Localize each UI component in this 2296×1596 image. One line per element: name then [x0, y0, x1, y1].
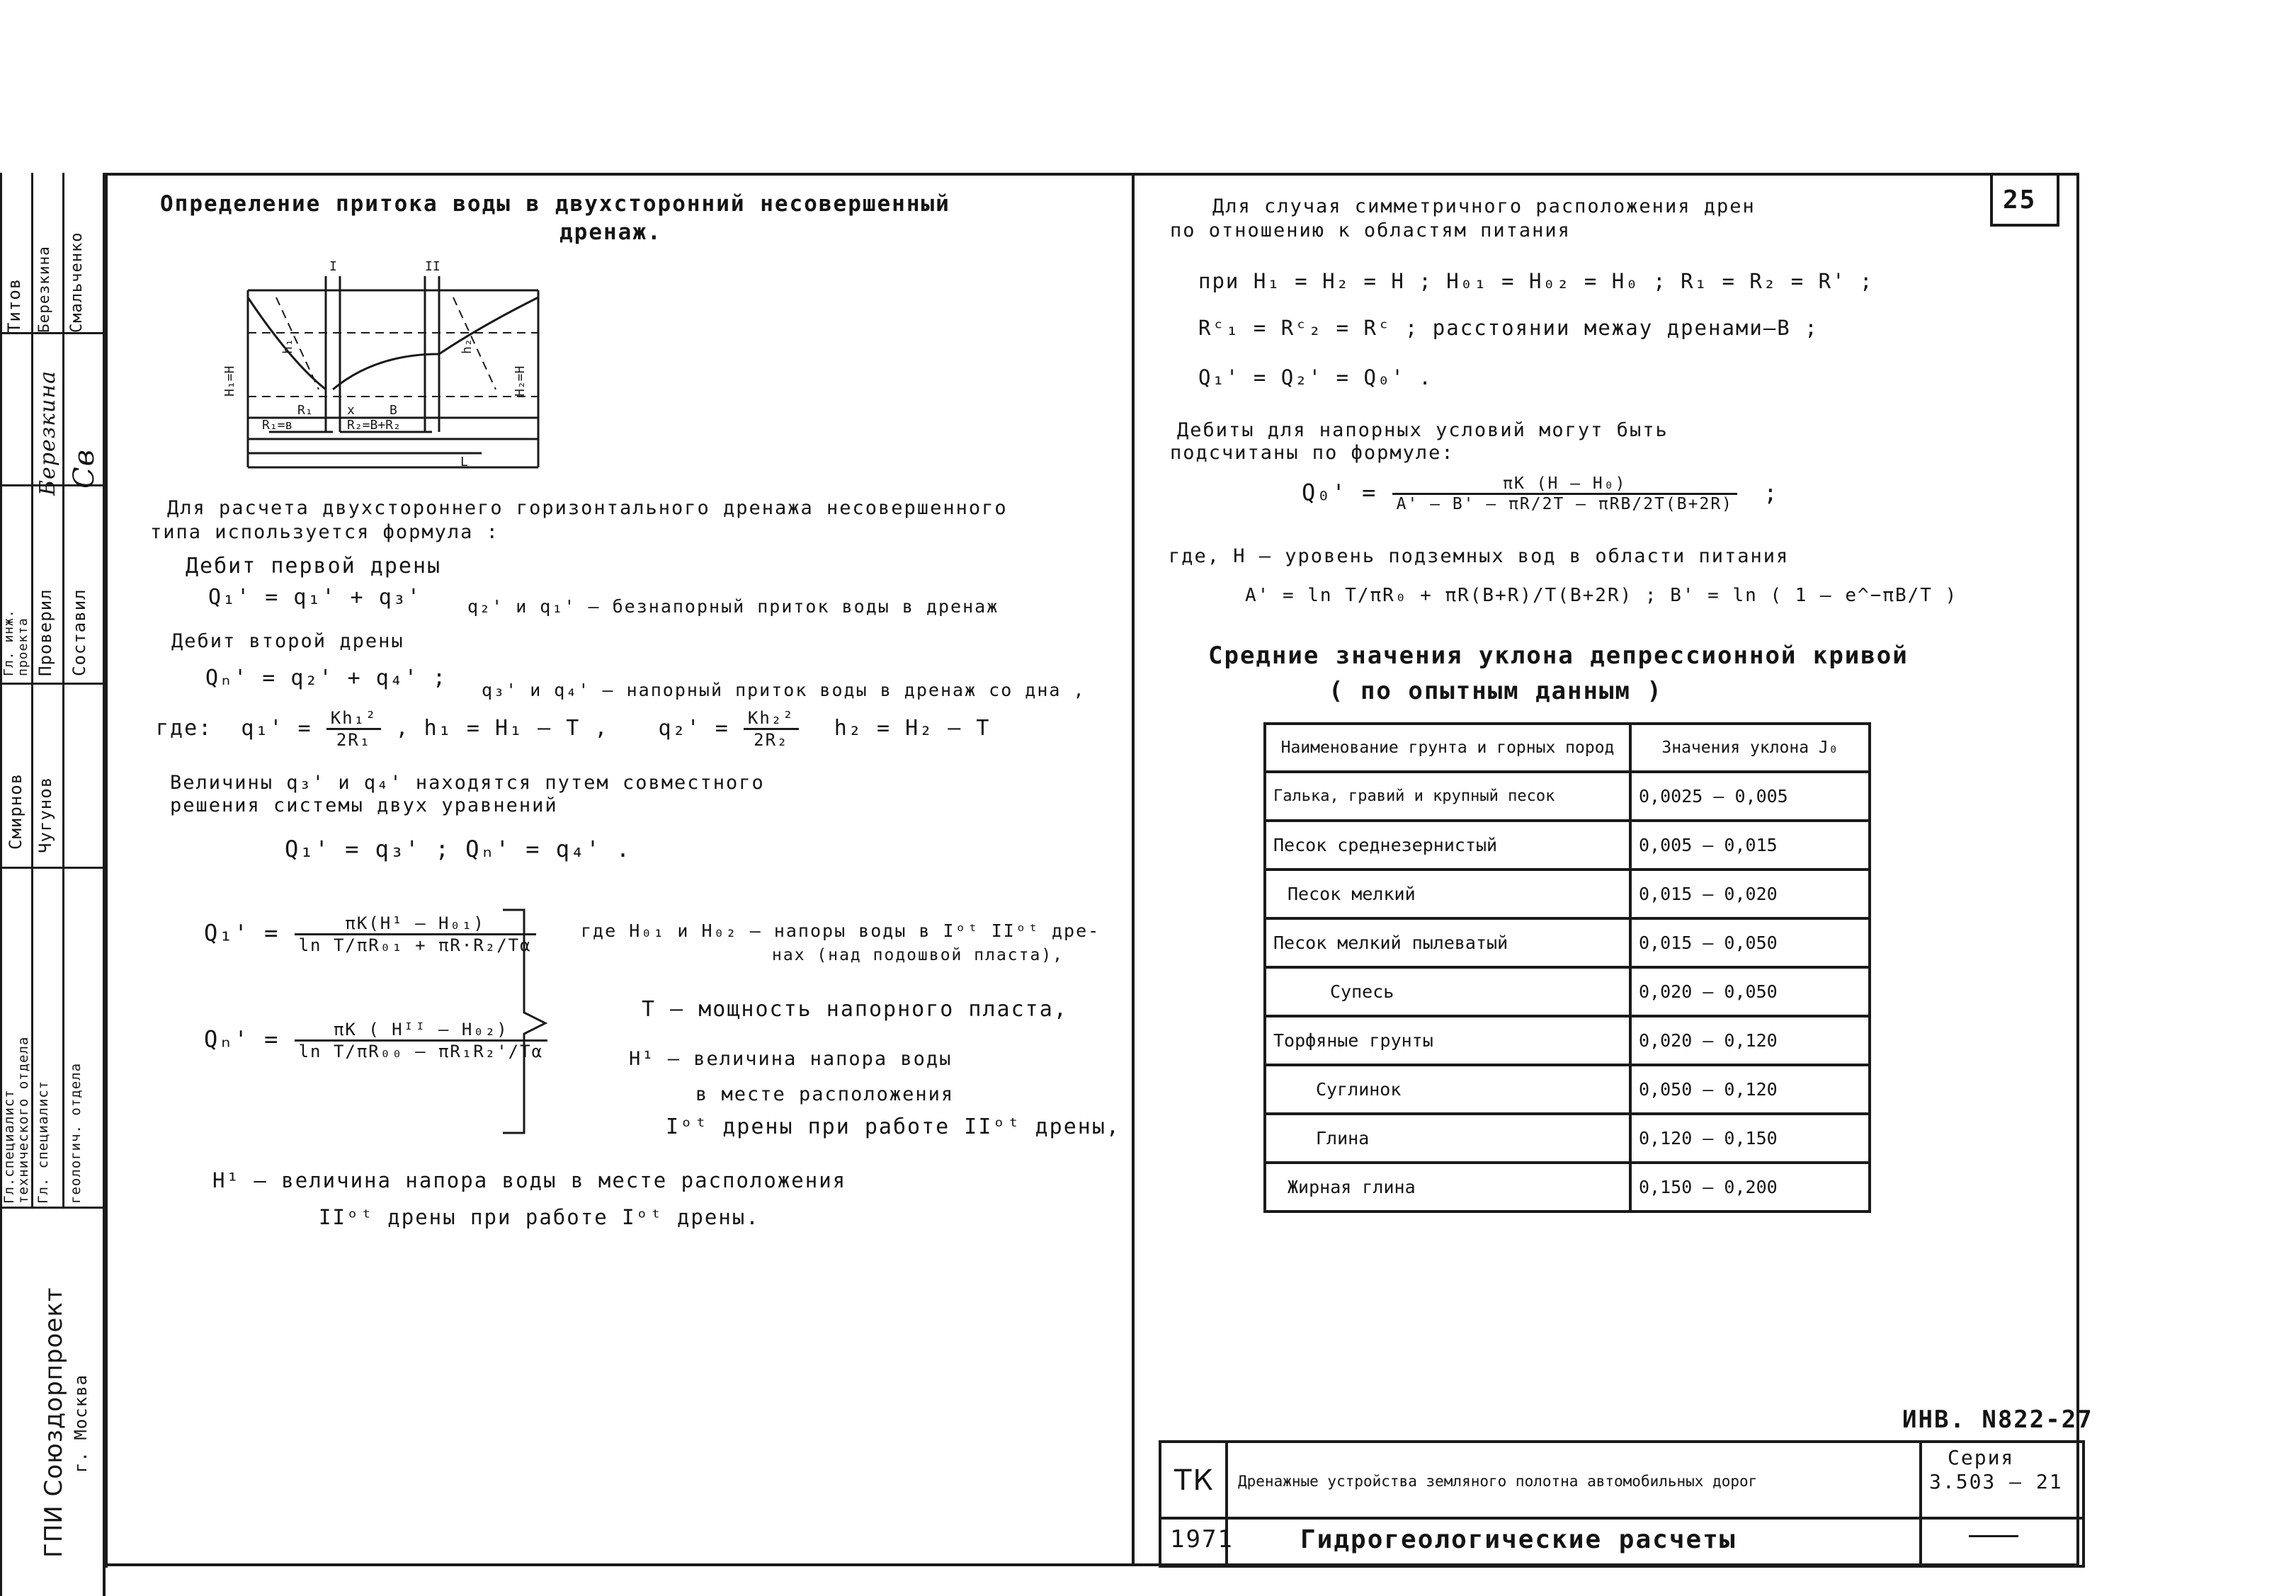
brace-note-1: где H₀₁ и H₀₂ – напоры воды в Iᵒᵗ IIᵒᵗ дре-: [581, 920, 1101, 941]
where-q1-num: Kh₁²: [326, 708, 382, 730]
name-titov: Титов: [4, 278, 24, 333]
brace-note-4: H¹ – величина напора воды: [629, 1048, 953, 1070]
table-cell-slope: 0,050 – 0,120: [1630, 1065, 1870, 1114]
table-cell-soil: Торфяные грунты: [1265, 1016, 1630, 1065]
equation-1: [204, 913, 536, 955]
equation-2-den: ln T/πR₀₀ – πR₁R₂'/Tα: [298, 1042, 544, 1061]
final-line-1: H¹ – величина напора воды в месте расположения: [212, 1168, 847, 1192]
name-smirnov: Смирнов: [6, 773, 25, 850]
table-header-slope: Значения уклона J₀: [1630, 724, 1870, 772]
debit-2-formula: Qₙ' = q₂' + q₄' ;: [205, 666, 448, 690]
role-gip-1: Гл. инж.: [1, 609, 16, 676]
where-q2-den: 2R₂: [754, 730, 789, 750]
table-cell-soil: Жирная глина: [1265, 1163, 1630, 1212]
where-q2-num: Kh₂²: [744, 708, 799, 730]
table-cell-soil: Суглинок: [1265, 1065, 1630, 1114]
brace-note-6: Iᵒᵗ дрены при работе IIᵒᵗ дрены,: [666, 1115, 1120, 1139]
diagram-label-R: R₁=в: [262, 418, 293, 433]
diagram-label-B: B: [390, 403, 397, 418]
role-chief-spec: Гл. специалист: [35, 1080, 51, 1204]
table-title-1: Средние значения уклона депрессионной кривой: [1208, 642, 1909, 670]
org-city: г. Москва: [71, 1374, 91, 1473]
diagram-label-x: x: [347, 403, 355, 418]
table-header-soil: Наименование грунта и горных пород: [1265, 724, 1630, 772]
role-chief-tech-2: технического отдела: [16, 1036, 31, 1204]
table-row: [1265, 870, 1870, 918]
system-equalities: Q₁' = q₃' ; Qₙ' = q₄' .: [285, 836, 632, 862]
name-chugunov: Чугунов: [35, 776, 55, 853]
a-b-definitions: A' = ln T/πR₀ + πR(B+R)/T(B+2R) ; B' = ln ( 1 – e^−πB/T ): [1245, 585, 1958, 606]
symmetric-formula: [1302, 474, 1779, 513]
table-cell-slope: 0,015 – 0,050: [1630, 918, 1870, 967]
signature-1: Березкина: [35, 370, 60, 496]
where-q1-den: 2R₁: [336, 730, 372, 750]
role-check: Проверил: [35, 588, 55, 676]
diagram-label-L: L: [460, 455, 468, 469]
table-cell-slope: 0,005 – 0,015: [1630, 821, 1870, 870]
diagram-label-R2: R₂=B+R₂: [347, 418, 401, 433]
condition-line-3: Q₁' = Q₂' = Q₀' .: [1198, 365, 1433, 389]
table-row: [1265, 821, 1870, 870]
system-brace: [496, 906, 559, 1140]
debit-2-label: Дебит второй дрены: [171, 630, 404, 652]
inventory-number: ИНВ. N822-27: [1902, 1406, 2093, 1434]
stamp-year: 1971: [1170, 1525, 1234, 1554]
center-divider: [1132, 176, 1135, 1563]
where-prefix: где:: [156, 716, 213, 741]
drainage-cross-section-diagram: [222, 255, 552, 474]
symmetric-formula-den: A' – B' – πR/2T – πRB/2T(B+2R): [1396, 495, 1734, 513]
equation-2-num: πK ( Hᴵᴵ – H₀₂): [295, 1020, 547, 1042]
sym-line-2: по отношению к областям питания: [1170, 220, 1571, 241]
equation-1-num: πK(H¹ – H₀₁): [295, 913, 536, 935]
where-q2-fraction: [744, 708, 799, 750]
heading-line-1: Определение притока воды в двухсторонний несовершенный: [160, 191, 950, 217]
table-row: [1265, 967, 1870, 1016]
table-cell-slope: 0,015 – 0,020: [1630, 870, 1870, 918]
name-smalchenko: Смальченко: [68, 232, 86, 333]
sym-line-1: Для случая симметричного расположения дрен: [1212, 195, 1756, 217]
table-row: [1265, 918, 1870, 967]
table-cell-slope: 0,020 – 0,120: [1630, 1016, 1870, 1065]
signature-2: Св: [68, 449, 101, 489]
table-cell-slope: 0,120 – 0,150: [1630, 1114, 1870, 1163]
heading-line-2: дренаж.: [559, 220, 662, 245]
role-made: Составил: [69, 588, 89, 676]
where-h1: , h₁ = H₁ – T ,: [395, 716, 609, 741]
role-gip-b: проекта: [16, 617, 30, 676]
intro-line-1: Для расчета двухстороннего горизонтального дренажа несовершенного: [167, 497, 1008, 519]
where-q2: q₂' =: [658, 716, 729, 741]
table-cell-soil: Песок мелкий: [1265, 870, 1630, 918]
debit-1-label: Дебит первой дрены: [186, 554, 442, 578]
table-cell-slope: 0,020 – 0,050: [1630, 967, 1870, 1016]
table-cell-soil: Супесь: [1265, 967, 1630, 1016]
condition-line-1: при H₁ = H₂ = H ; H₀₁ = H₀₂ = H₀ ; R₁ = R₂ = R' ;: [1198, 269, 1874, 293]
debits-line-2: подсчитаны по формуле:: [1170, 442, 1455, 464]
where-h2: h₂ = H₂ – T: [834, 716, 991, 741]
where-h-line: где, H – уровень подземных вод в области питания: [1169, 545, 1790, 567]
stamp-code: ТК: [1174, 1464, 1215, 1497]
symmetric-formula-num: πK (H – H₀): [1392, 474, 1737, 495]
stamp-title-top: Дренажные устройства земляного полотна автомобильных дорог: [1238, 1473, 1758, 1490]
debits-line-1: Дебиты для напорных условий могут быть: [1177, 419, 1669, 441]
diagram-section-2: II: [425, 259, 441, 274]
stamp-series-label: Серия: [1948, 1446, 2015, 1469]
intro-line-2: типа используется формула :: [150, 521, 499, 543]
where-q1-fraction: [326, 708, 382, 750]
table-cell-slope: 0,0025 – 0,005: [1630, 772, 1870, 821]
stamp-series-value: 3.503 – 21: [1929, 1470, 2063, 1493]
symmetric-formula-lhs: Q₀' =: [1302, 479, 1377, 506]
diagram-section-1: I: [329, 259, 337, 274]
brace-note-2: нах (над подошвой пласта),: [772, 946, 1064, 964]
table-cell-soil: Глина: [1265, 1114, 1630, 1163]
table-cell-soil: Галька, гравий и крупный песок: [1265, 772, 1630, 821]
where-line: [156, 708, 990, 750]
diagram-label-H2: H₂=H: [513, 365, 528, 397]
where-q1: q₁' =: [241, 716, 312, 741]
table-cell-soil: Песок мелкий пылеватый: [1265, 918, 1630, 967]
role-gip: [3, 609, 16, 676]
table-row: [1265, 1163, 1870, 1212]
table-header-row: [1265, 724, 1870, 772]
table-cell-soil: Песок среднезернистый: [1265, 821, 1630, 870]
equation-2-lhs: Qₙ' =: [204, 1025, 280, 1053]
table-row: [1265, 1065, 1870, 1114]
table-row: [1265, 772, 1870, 821]
table-row: [1265, 1016, 1870, 1065]
table-title-2: ( по опытным данным ): [1329, 677, 1663, 705]
stamp-sheet-dash: [1969, 1535, 2018, 1537]
diagram-label-h1: h₁: [280, 338, 295, 354]
org-name: ГПИ Союздорпроект: [40, 1287, 68, 1558]
brace-note-3: T – мощность напорного пласта,: [642, 997, 1068, 1022]
final-line-2: IIᵒᵗ дрены при работе Iᵒᵗ дрены.: [319, 1205, 760, 1229]
values-line-2: решения системы двух уравнений: [170, 794, 558, 816]
role-geol-dept: геологич. отдела: [68, 1062, 84, 1204]
role-chief-tech-1: Гл.специалист: [1, 1089, 17, 1204]
symmetric-formula-tail: ;: [1763, 479, 1779, 506]
stamp-title-main: Гидрогеологические расчеты: [1300, 1525, 1737, 1554]
diagram-label-h2: h₂: [460, 338, 474, 354]
slope-values-table: [1263, 722, 1871, 1213]
debit-2-note: q₃' и q₄' – напорный приток воды в дренаж со дна ,: [482, 680, 1086, 700]
diagram-label-R1: R₁: [297, 403, 313, 418]
brace-note-5: в месте расположения: [695, 1083, 955, 1105]
debit-1-note: q₂' и q₁' – безнапорный приток воды в дренаж: [467, 596, 999, 617]
equation-1-den: ln T/πR₀₁ + πR·R₂/Tα: [298, 935, 532, 955]
debit-1-formula: Q₁' = q₁' + q₃': [208, 585, 421, 610]
condition-line-2: Rᶜ₁ = Rᶜ₂ = Rᶜ ; расстоянии межау дренами–B ;: [1198, 316, 1819, 340]
equation-1-lhs: Q₁' =: [204, 919, 280, 947]
name-berezkina: Березкина: [35, 246, 52, 333]
diagram-label-H1: H₁=H: [222, 365, 237, 397]
table-row: [1265, 1114, 1870, 1163]
values-line-1: Величины q₃' и q₄' находятся путем совместного: [170, 772, 765, 794]
table-cell-slope: 0,150 – 0,200: [1630, 1163, 1870, 1212]
page-number: 25: [2003, 186, 2037, 215]
symmetric-formula-fraction: [1392, 474, 1737, 513]
